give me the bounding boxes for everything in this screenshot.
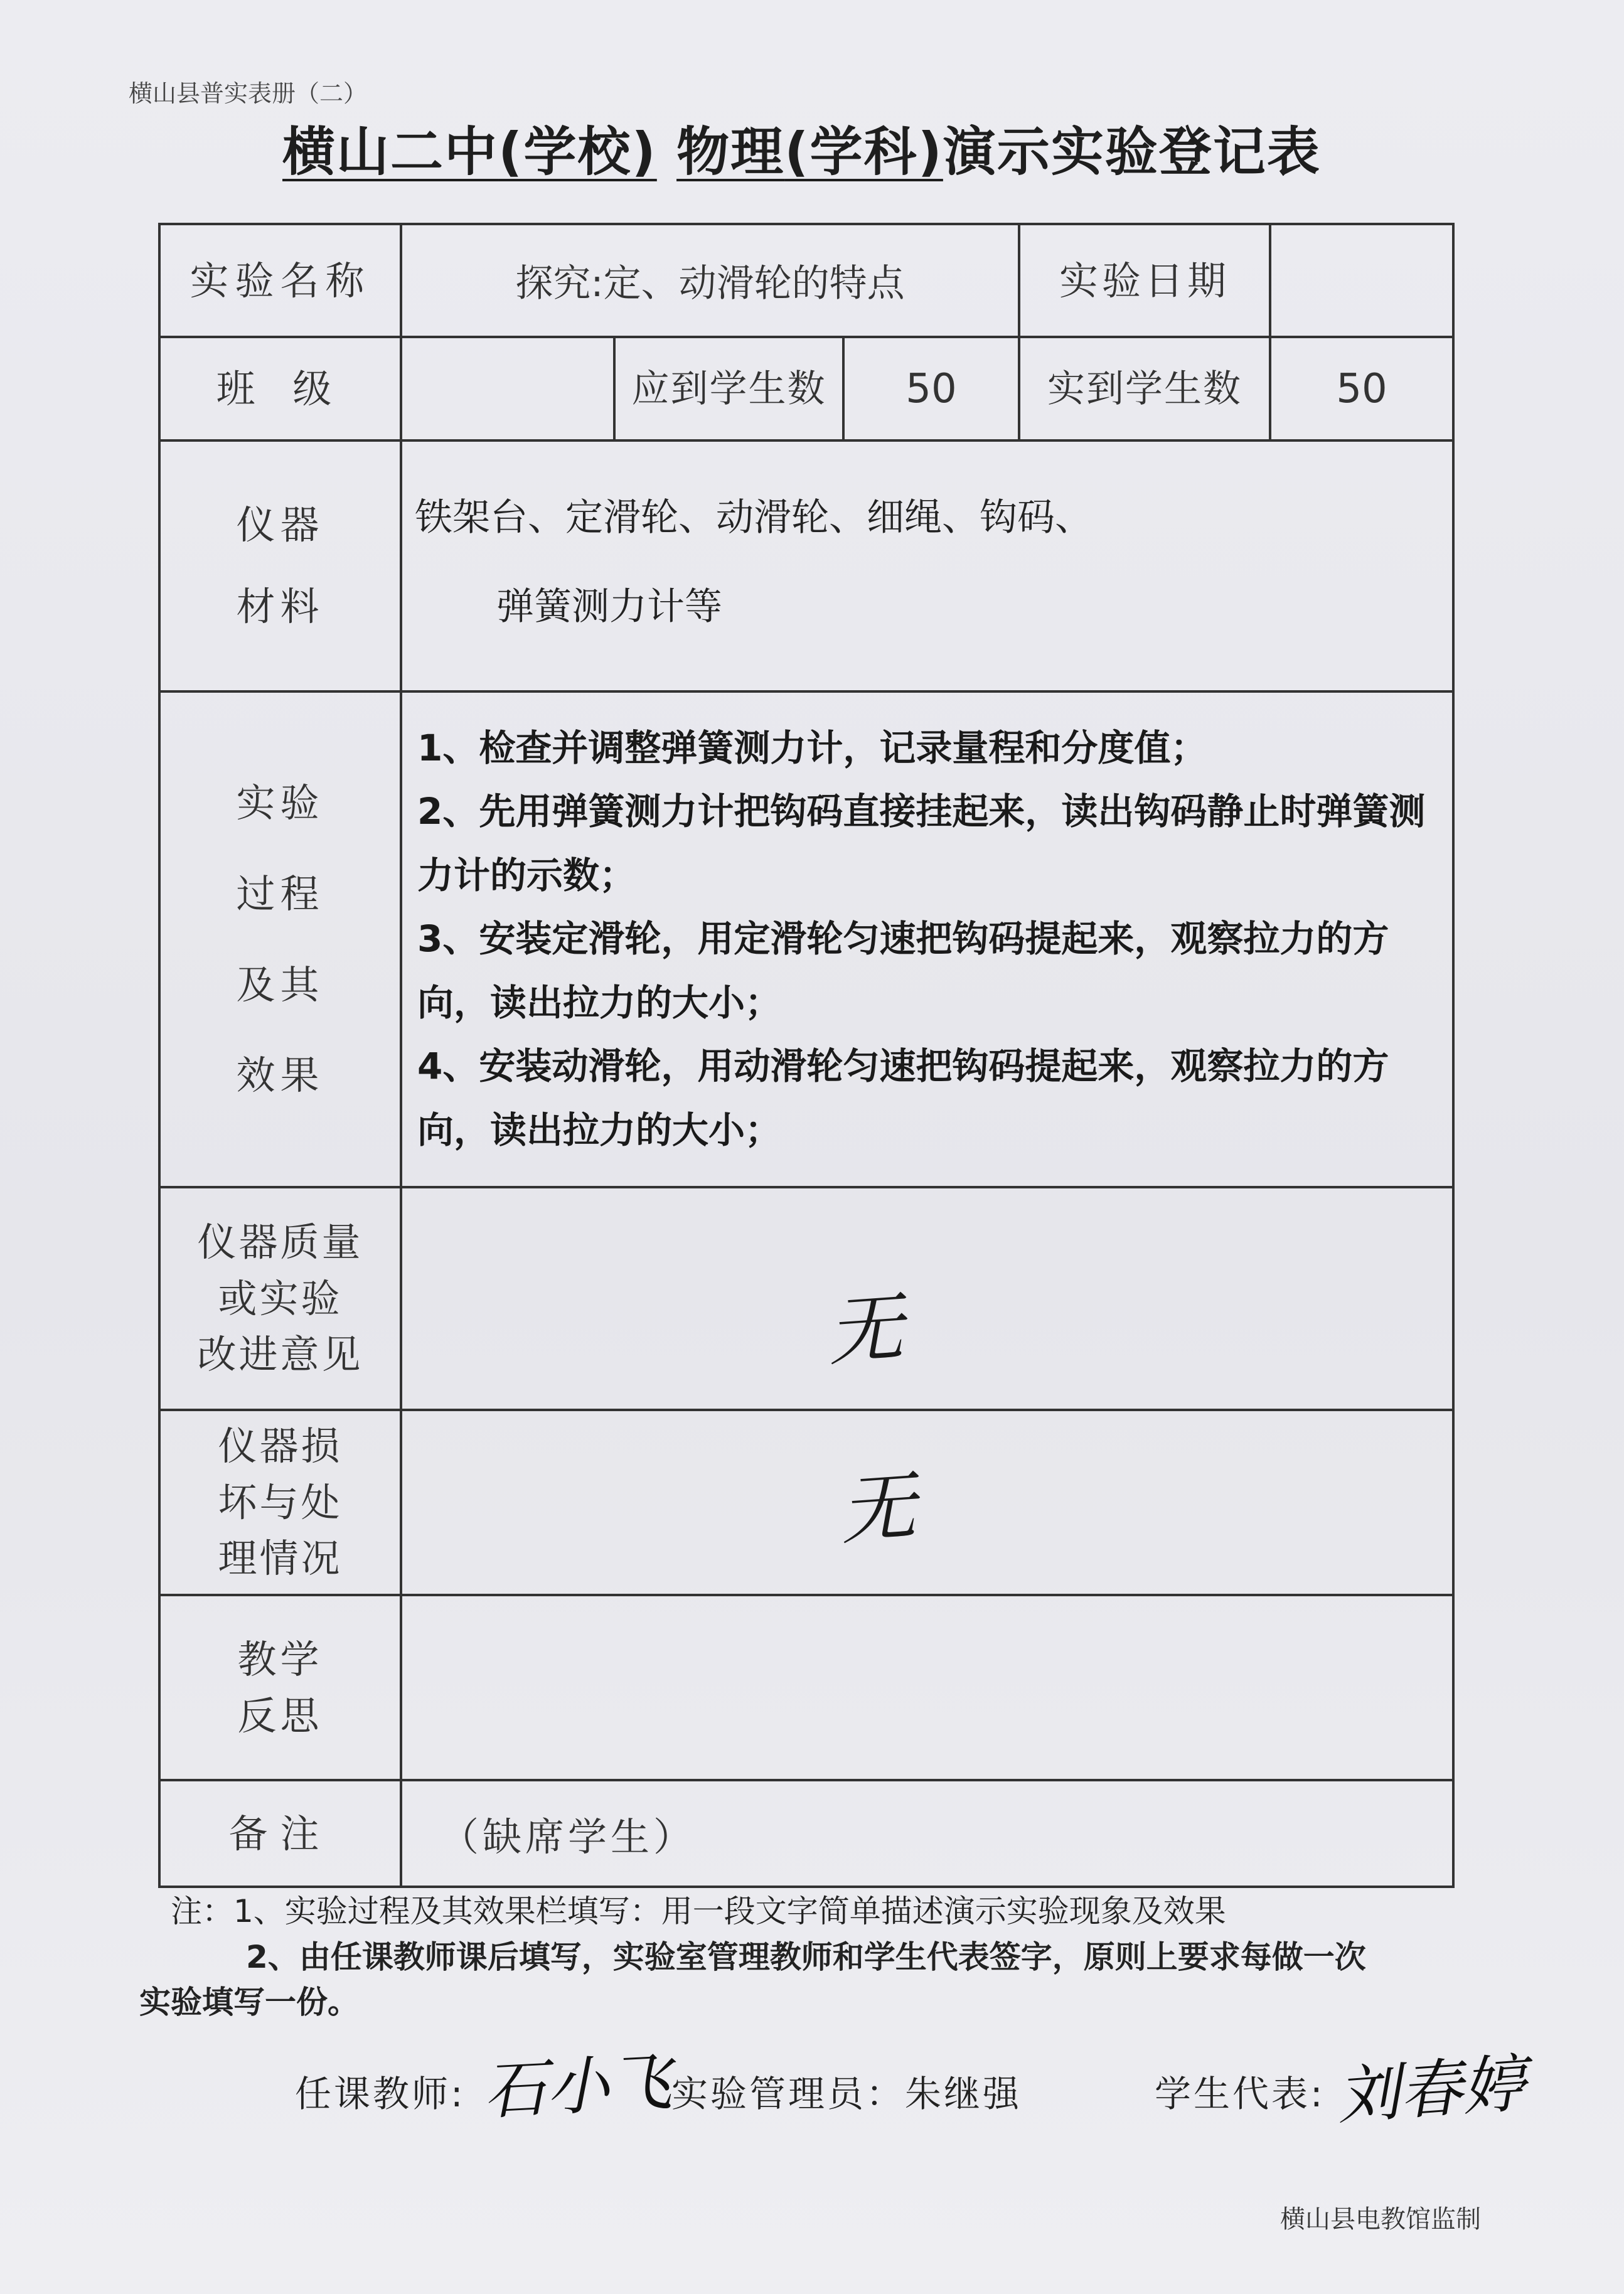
title-rest: 演示实验登记表	[943, 121, 1321, 183]
note-1: 注：1、实验过程及其效果栏填写：用一段文字简单描述演示实验现象及效果	[171, 1893, 1226, 1929]
page-title	[282, 110, 1349, 186]
row-equipment	[159, 440, 1453, 691]
process-step-4: 4、安装动滑轮，用动滑轮匀速把钩码提起来，观察拉力的方向，读出拉力的大小；	[417, 1045, 1389, 1151]
equipment-label-line1: 仪器	[236, 502, 324, 548]
remark-value: （缺席学生）	[401, 1780, 1453, 1887]
quality-handwritten: 无	[824, 1284, 905, 1377]
teacher-label: 任课教师:	[295, 2073, 466, 2115]
process-label-line2: 过程	[236, 870, 324, 917]
exp-date-label: 实验日期	[1019, 224, 1270, 337]
reflection-value	[401, 1595, 1453, 1780]
row-quality	[159, 1187, 1453, 1410]
note-3: 实验填写一份。	[139, 1984, 359, 2020]
equipment-line2: 弹簧测力计等	[496, 585, 722, 629]
equipment-value	[401, 440, 1453, 691]
reflection-label-line2: 反思	[237, 1692, 323, 1739]
equipment-label	[159, 440, 401, 691]
quality-label-line3: 改进意见	[197, 1331, 363, 1378]
exp-name-value: 探究:定、动滑轮的特点	[401, 224, 1019, 337]
process-steps	[401, 691, 1453, 1187]
damage-label	[159, 1410, 401, 1595]
quality-label-line2: 或实验	[218, 1275, 343, 1321]
process-label-line3: 及其	[236, 961, 324, 1008]
process-label-line4: 效果	[236, 1052, 324, 1099]
process-step-3: 3、安装定滑轮，用定滑轮匀速把钩码提起来，观察拉力的方向，读出拉力的大小；	[417, 917, 1389, 1024]
expected-students-label: 应到学生数	[614, 337, 843, 440]
title-subject: 物理	[676, 121, 785, 183]
quality-label-line1: 仪器质量	[197, 1219, 363, 1265]
teacher-signature: 石小飞	[481, 2045, 674, 2128]
student-label: 学生代表:	[1155, 2073, 1325, 2115]
student-signature: 刘春婷	[1334, 2046, 1528, 2133]
title-school-suffix: (学校)	[498, 121, 657, 183]
title-school: 横山二中	[282, 121, 499, 183]
damage-label-line3: 理情况	[218, 1535, 343, 1582]
reflection-label	[159, 1595, 401, 1780]
row-remark	[159, 1780, 1453, 1887]
footer-note: 横山县电教馆监制	[1280, 2205, 1481, 2234]
note-2: 2、由任课教师课后填写，实验室管理教师和学生代表签字，原则上要求每做一次	[246, 1938, 1366, 1975]
expected-students-value: 50	[843, 337, 1019, 440]
admin-label: 实验管理员：朱继强	[671, 2073, 1022, 2115]
exp-date-value	[1270, 224, 1453, 337]
registration-table	[158, 223, 1455, 1888]
process-step-2: 2、先用弹簧测力计把钩码直接挂起来，读出钩码静止时弹簧测力计的示数；	[417, 790, 1426, 897]
row-reflection	[159, 1595, 1453, 1780]
process-label-line1: 实验	[236, 779, 324, 826]
row-damage	[159, 1410, 1453, 1595]
remark-label: 备注	[159, 1780, 401, 1887]
equipment-label-line2: 材料	[236, 584, 324, 629]
reflection-label-line1: 教学	[237, 1636, 323, 1682]
quality-value	[401, 1187, 1453, 1410]
row-exp-name	[159, 224, 1453, 337]
signature-row	[295, 2045, 1550, 2140]
damage-label-line2: 坏与处	[218, 1479, 343, 1525]
notes	[139, 1889, 1520, 2025]
row-class	[159, 337, 1453, 440]
header-note: 横山县普实表册（二）	[129, 80, 368, 107]
equipment-line1: 铁架台、定滑轮、动滑轮、细绳、钩码、	[415, 496, 1092, 540]
title-subject-suffix: (学科)	[784, 121, 943, 183]
exp-name-label: 实验名称	[159, 224, 401, 337]
quality-label	[159, 1187, 401, 1410]
row-process	[159, 691, 1453, 1187]
process-label	[159, 691, 401, 1187]
damage-value	[401, 1410, 1453, 1595]
damage-handwritten: 无	[836, 1463, 918, 1555]
class-label: 班 级	[159, 337, 401, 440]
actual-students-value: 50	[1270, 337, 1453, 440]
damage-label-line1: 仪器损	[218, 1422, 343, 1469]
class-value	[401, 337, 614, 440]
actual-students-label: 实到学生数	[1019, 337, 1270, 440]
process-step-1: 1、检查并调整弹簧测力计，记录量程和分度值；	[417, 726, 1207, 769]
